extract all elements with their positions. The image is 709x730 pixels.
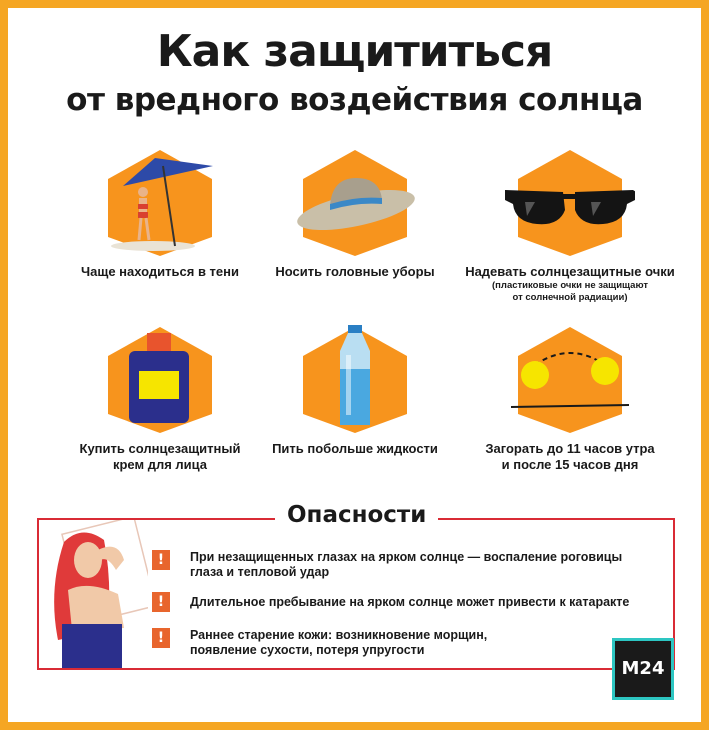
- dangers-title: Опасности: [275, 502, 438, 528]
- page-title: Как защититься: [156, 26, 553, 77]
- tip-note: от солнечной радиации): [512, 292, 628, 303]
- warning-icon: !: [152, 592, 170, 612]
- m24-logo: M24: [612, 638, 674, 700]
- tip-label-line: и после 15 часов дня: [501, 457, 639, 472]
- tip-label: Носить головные уборы: [275, 264, 435, 279]
- danger-text-line: Раннее старение кожи: возникновение морщин,: [190, 628, 488, 642]
- tip-label-line: Купить солнцезащитный: [79, 441, 241, 456]
- danger-text-line: При незащищенных глазах на ярком солнце — воспаление роговицы: [190, 550, 623, 564]
- tip-label-line: Загорать до 11 часов утра: [485, 441, 655, 456]
- tip-label: [455, 441, 685, 473]
- woman-illustration: [38, 520, 148, 670]
- page-subtitle: от вредного воздействия солнца: [66, 82, 643, 118]
- tip-label-line: крем для лица: [112, 457, 208, 472]
- danger-text-line: Длительное пребывание на ярком солнце может привести к катаракте: [190, 595, 630, 609]
- tip-water: [240, 325, 470, 457]
- danger-text: [190, 550, 640, 580]
- tip-note: (пластиковые очки не защищают: [492, 280, 648, 291]
- tip-sunglasses: [455, 148, 685, 304]
- sunscreen-bottle-icon: [95, 325, 225, 435]
- tip-label: Пить побольше жидкости: [272, 441, 438, 456]
- beach-umbrella-icon: [95, 148, 225, 258]
- hat-icon: [290, 148, 420, 258]
- tip-label: Чаще находиться в тени: [80, 264, 239, 279]
- danger-text: [190, 595, 640, 610]
- tip-sun-timing: [455, 325, 685, 473]
- warning-icon: !: [152, 550, 170, 570]
- sunglasses-icon: [505, 148, 635, 258]
- water-bottle-icon: [290, 325, 420, 435]
- warning-icon: !: [152, 628, 170, 648]
- sun-path-icon: [505, 325, 635, 435]
- tip-hat: [240, 148, 470, 280]
- danger-text-line: глаза и тепловой удар: [190, 565, 330, 579]
- danger-text-line: появление сухости, потеря упругости: [190, 643, 425, 657]
- tip-label: Надевать солнцезащитные очки: [465, 264, 675, 279]
- danger-text: [190, 628, 640, 658]
